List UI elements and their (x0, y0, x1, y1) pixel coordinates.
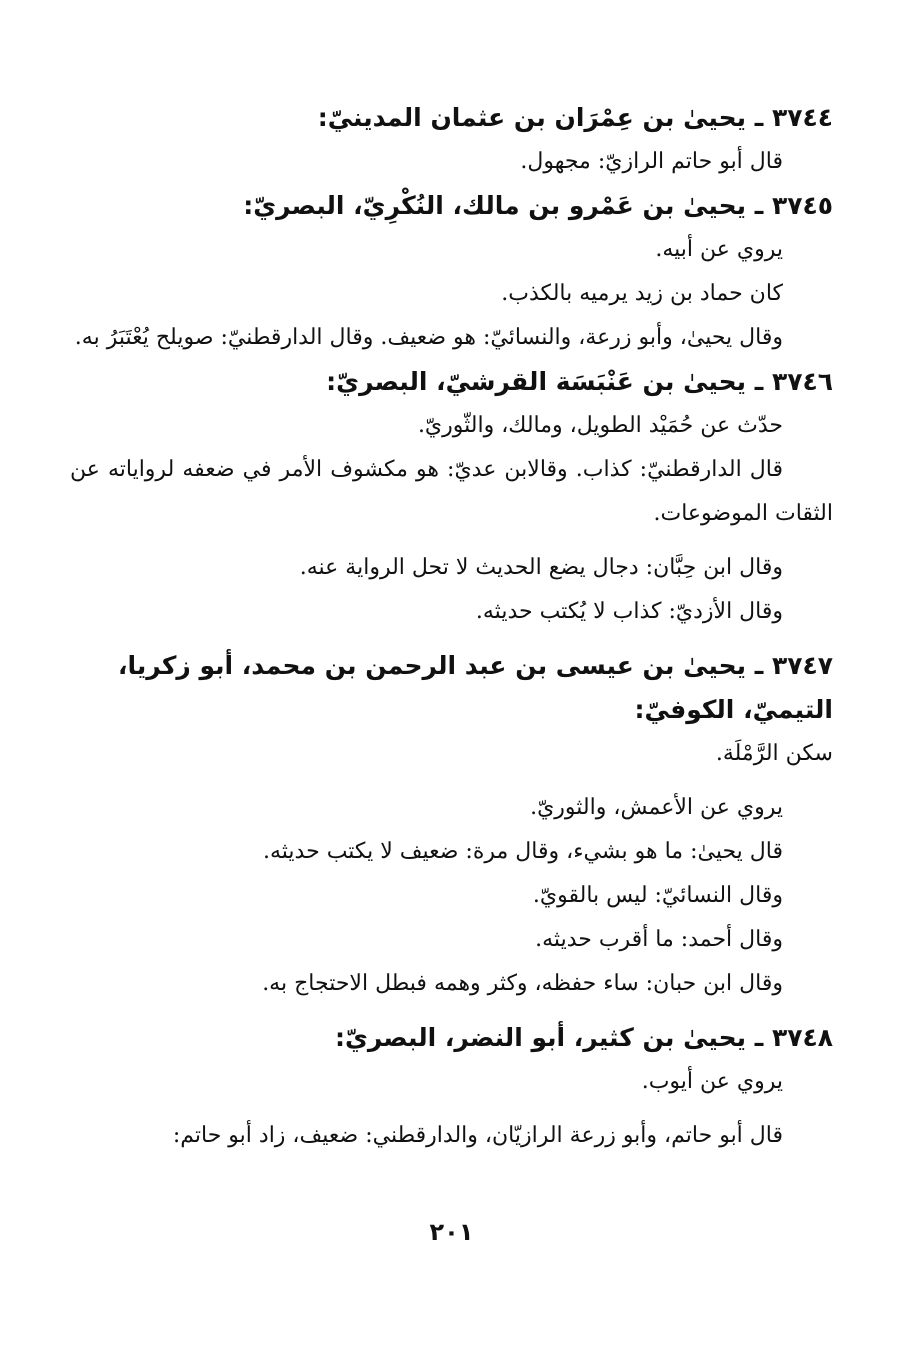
entry-3745 (70, 184, 833, 360)
entry-heading: ٣٧٤٦ ـ يحيىٰ بن عَنْبَسَة القرشيّ، البصريّ: (326, 367, 833, 396)
entry-line: قال أبو حاتم، وأبو زرعة الرازيّان، والدارقطني: ضعيف، زاد أبو حاتم: (172, 1123, 783, 1148)
entry-line: وقال النسائيّ: ليس بالقويّ. (532, 883, 783, 908)
entry-line: يروي عن أيوب. (641, 1069, 783, 1094)
entry-paragraph: وقال يحيىٰ، وأبو زرعة، والنسائيّ: هو ضعيف. وقال الدارقطنيّ: صويلح يُعْتَبَرُ به. (74, 325, 783, 350)
entry-line: كان حماد بن زيد يرميه بالكذب. (501, 281, 783, 306)
entry-heading: ٣٧٤٤ ـ يحيىٰ بن عِمْرَان بن عثمان المدينيّ: (317, 103, 833, 132)
entry-line: قال يحيىٰ: ما هو بشيء، وقال مرة: ضعيف لا يكتب حديثه. (263, 839, 783, 864)
entry-heading: ٣٧٤٧ ـ يحيىٰ بن عيسى بن عبد الرحمن بن محمد، أبو زكريا، التيميّ، الكوفيّ: (118, 651, 833, 724)
entry-line: قال أبو حاتم الرازيّ: مجهول. (520, 149, 783, 174)
entry-line: حدّث عن حُمَيْد الطويل، ومالك، والثّوريّ. (417, 413, 783, 438)
entry-paragraph: قال الدارقطنيّ: كذاب. وقالابن عديّ: هو مكشوف الأمر في ضعفه لرواياته عن الثقات الموضوعات. (70, 457, 833, 526)
entry-3748 (70, 1016, 833, 1158)
entry-line: يروي عن الأعمش، والثوريّ. (530, 795, 783, 820)
entry-line: وقال ابن حبان: ساء حفظه، وكثر وهمه فبطل الاحتجاج به. (262, 971, 783, 996)
entry-3747 (70, 644, 833, 1006)
entry-heading: ٣٧٤٥ ـ يحيىٰ بن عَمْرو بن مالك، النُكْرِيّ، البصريّ: (243, 191, 833, 220)
entry-heading: ٣٧٤٨ ـ يحيىٰ بن كثير، أبو النضر، البصريّ: (334, 1023, 833, 1052)
entry-line: وقال أحمد: ما أقرب حديثه. (535, 927, 783, 952)
entry-3746 (70, 360, 833, 634)
entry-subline: سكن الرَّمْلَة. (715, 741, 833, 766)
entry-line: وقال الأزديّ: كذاب لا يُكتب حديثه. (475, 599, 783, 624)
entry-3744 (70, 96, 833, 184)
page-number: ٢٠١ (429, 1218, 474, 1246)
entry-line: يروي عن أبيه. (655, 237, 783, 262)
entry-line: وقال ابن حِبَّان: دجال يضع الحديث لا تحل الرواية عنه. (299, 555, 783, 580)
